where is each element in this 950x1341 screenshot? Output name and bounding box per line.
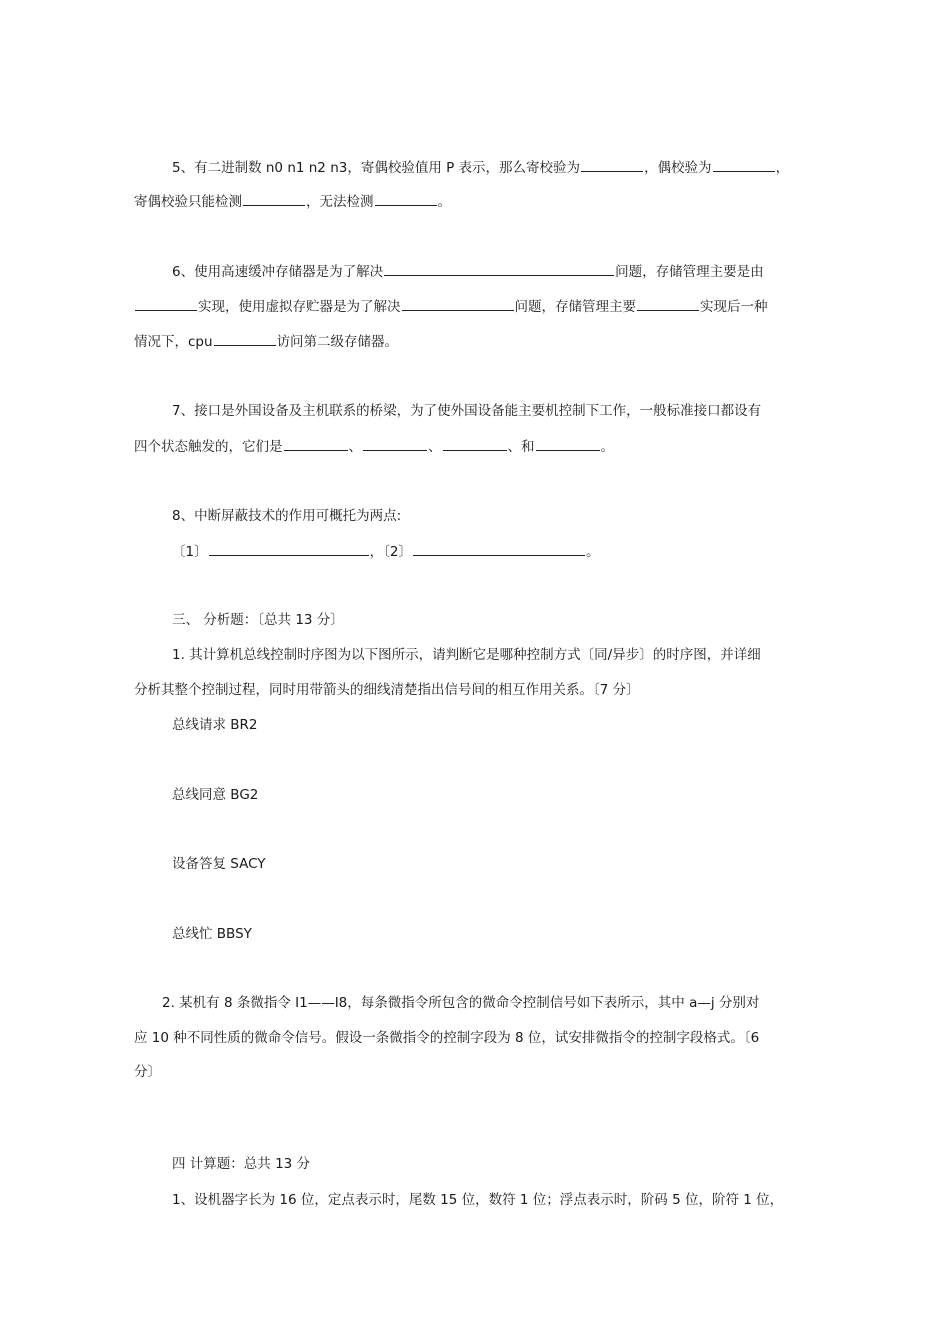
q6-line2-text-c: 实现后一种 — [700, 299, 768, 315]
q8-line1: 8、中断屏蔽技术的作用可概托为两点: — [172, 508, 402, 524]
signal-bus-grant: 总线同意 BG2 — [172, 787, 259, 803]
q5-line2 — [134, 192, 451, 211]
section4-heading: 四 计算题：总共 13 分 — [172, 1156, 311, 1172]
q6-line1-text-a: 6、使用高速缓冲存储器是为了解决 — [172, 264, 384, 280]
section3-q2-line2: 应 10 种不同性质的微命令信号。假设一条微指令的控制字段为 8 位，试安排微指令的控制字段格式。〔6 — [134, 1030, 760, 1046]
q5-line1 — [172, 158, 789, 177]
q5-blank-detectable[interactable] — [243, 192, 305, 206]
q5-blank-even-parity[interactable] — [713, 158, 775, 172]
q6-blank-virtual-problem[interactable] — [402, 297, 514, 311]
q5-line2-text-c: 。 — [437, 194, 451, 210]
q5-line1-text-c: ， — [775, 160, 790, 176]
q7-blank-state-2[interactable] — [363, 437, 427, 451]
q5-line1-text-a: 5、有二进制数 n0 n1 n2 n3，寄偶校验值用 P 表示，那么寄校验为 — [172, 160, 581, 176]
q8-item1-label: 〔1〕 — [172, 544, 208, 560]
q6-blank-cache-problem[interactable] — [384, 262, 614, 276]
q6-line3-text-b: 访问第二级存储器。 — [276, 334, 399, 350]
q5-line2-text-b: ，无法检测 — [306, 194, 374, 210]
section3-q2-line1: 2. 某机有 8 条微指令 I1——I8，每条微指令所包含的微命令控制信号如下表所示，其中 a—j 分别对 — [162, 995, 760, 1011]
signal-bus-busy: 总线忙 BBSY — [172, 926, 252, 942]
q7-blank-state-1[interactable] — [284, 437, 348, 451]
section3-q1-line1: 1. 其计算机总线控制时序图为以下图所示，请判断它是哪种控制方式〔同/异步〕的时序图，并详细 — [172, 647, 761, 663]
q6-line2-text-a: 实现，使用虚拟存贮器是为了解决 — [198, 299, 401, 315]
q7-blank-state-3[interactable] — [443, 437, 507, 451]
q7-line2 — [134, 437, 614, 456]
q8-mid: ，〔2〕 — [369, 544, 412, 560]
q6-line2-text-b: 问题，存储管理主要 — [514, 299, 636, 315]
q6-line3 — [134, 332, 398, 351]
q8-blank-point-1[interactable] — [209, 542, 369, 556]
q6-line2 — [134, 297, 768, 316]
q7-sep-1: 、 — [348, 439, 362, 455]
q5-line2-text-a: 寄偶校验只能检测 — [134, 194, 242, 210]
section4-q1-line1: 1、设机器字长为 16 位，定点表示时，尾数 15 位，数符 1 位；浮点表示时，阶码 5 位，阶符 1 位， — [172, 1192, 784, 1208]
q6-blank-cache-impl[interactable] — [135, 297, 197, 311]
section3-q1-line2: 分析其整个控制过程，同时用带箭头的细线清楚指出信号间的相互作用关系。〔7 分〕 — [134, 682, 640, 698]
q7-blank-state-4[interactable] — [536, 437, 600, 451]
section3-q2-line3: 分〕 — [134, 1064, 161, 1080]
q6-blank-virtual-impl[interactable] — [637, 297, 699, 311]
q7-end: 。 — [600, 439, 614, 455]
q5-blank-undetectable[interactable] — [375, 192, 437, 206]
signal-device-ack: 设备答复 SACY — [172, 856, 266, 872]
q7-line1: 7、接口是外国设备及主机联系的桥梁，为了使外国设备能主要机控制下工作，一般标准接口都设有 — [172, 403, 762, 419]
q7-line2-text-a: 四个状态触发的，它们是 — [134, 439, 283, 455]
q7-sep-2: 、 — [428, 439, 442, 455]
section3-heading: 三、 分析题：〔总共 13 分〕 — [172, 612, 344, 628]
q6-line3-text-a: 情况下，cpu — [134, 334, 213, 350]
q8-line2 — [172, 542, 599, 561]
q6-line1 — [172, 262, 764, 281]
q8-blank-point-2[interactable] — [413, 542, 585, 556]
q6-blank-cpu-access[interactable] — [214, 332, 276, 346]
q6-line1-text-b: 问题，存储管理主要是由 — [615, 264, 764, 280]
q5-blank-odd-parity[interactable] — [581, 158, 643, 172]
q5-line1-text-b: ，偶校验为 — [644, 160, 712, 176]
q8-end: 。 — [585, 544, 600, 560]
q7-sep-3: 、和 — [507, 439, 535, 455]
signal-bus-request: 总线请求 BR2 — [172, 717, 258, 733]
